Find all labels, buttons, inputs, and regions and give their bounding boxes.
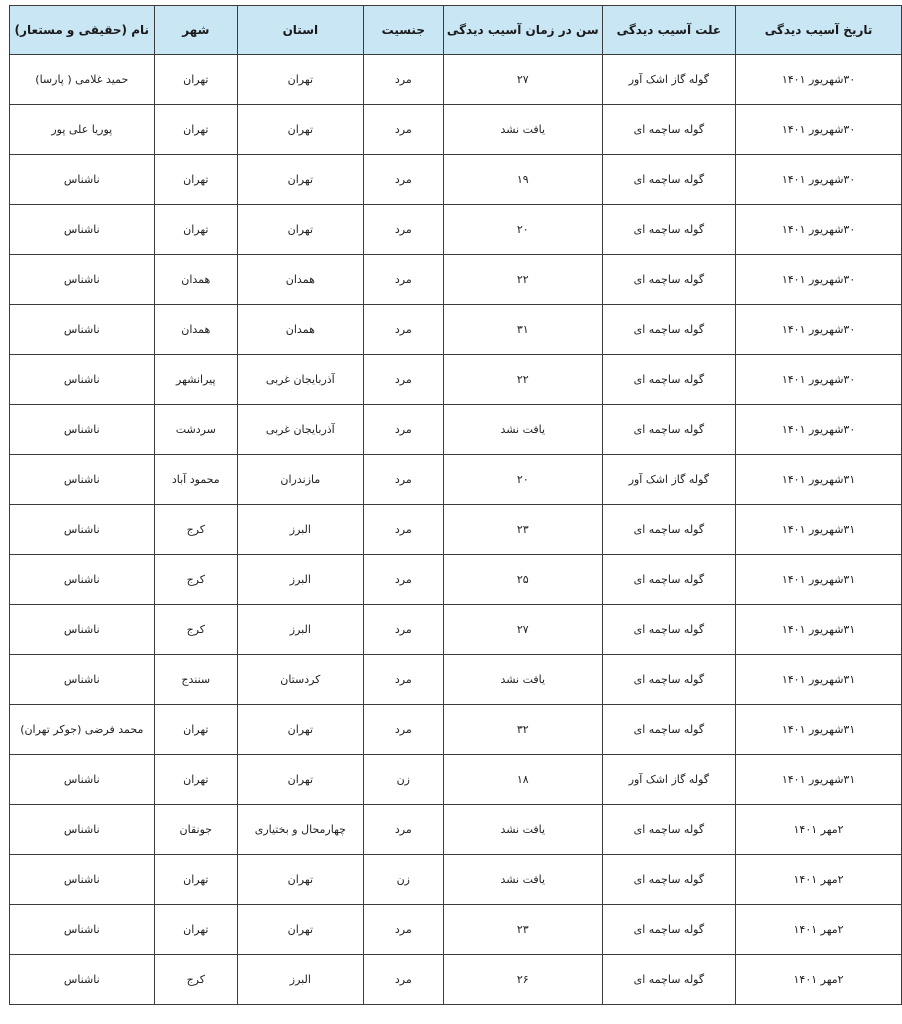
cell-age: ۱۸: [443, 755, 602, 805]
cell-cause: گوله ساچمه ای: [602, 705, 735, 755]
cell-gender: مرد: [363, 555, 443, 605]
cell-age: ۲۵: [443, 555, 602, 605]
table-container: [9, 5, 902, 1005]
header-cause: علت آسیب دیدگی: [602, 6, 735, 55]
cell-date: ۳۰شهریور ۱۴۰۱: [736, 55, 902, 105]
cell-date: ۳۰شهریور ۱۴۰۱: [736, 355, 902, 405]
cell-cause: گوله ساچمه ای: [602, 405, 735, 455]
cell-city: سنندج: [154, 655, 237, 705]
header-date: تاریخ آسیب دیدگی: [736, 6, 902, 55]
cell-gender: مرد: [363, 105, 443, 155]
cell-cause: گوله ساچمه ای: [602, 655, 735, 705]
cell-province: تهران: [238, 205, 364, 255]
table-row: [10, 805, 902, 855]
cell-age: ۲۳: [443, 505, 602, 555]
header-city: شهر: [154, 6, 237, 55]
cell-name: ناشناس: [10, 905, 155, 955]
cell-city: تهران: [154, 205, 237, 255]
table-row: [10, 155, 902, 205]
cell-date: ۳۰شهریور ۱۴۰۱: [736, 155, 902, 205]
table-row: [10, 105, 902, 155]
table-row: [10, 755, 902, 805]
table-row: [10, 605, 902, 655]
cell-date: ۳۱شهریور ۱۴۰۱: [736, 755, 902, 805]
cell-province: البرز: [238, 605, 364, 655]
cell-city: تهران: [154, 105, 237, 155]
cell-date: ۳۱شهریور ۱۴۰۱: [736, 555, 902, 605]
cell-province: آذربایجان غربی: [238, 355, 364, 405]
cell-gender: مرد: [363, 305, 443, 355]
cell-city: سردشت: [154, 405, 237, 455]
cell-province: البرز: [238, 955, 364, 1005]
cell-city: همدان: [154, 305, 237, 355]
cell-date: ۲مهر ۱۴۰۱: [736, 955, 902, 1005]
cell-cause: گوله ساچمه ای: [602, 305, 735, 355]
cell-province: همدان: [238, 305, 364, 355]
cell-cause: گوله ساچمه ای: [602, 355, 735, 405]
cell-date: ۲مهر ۱۴۰۱: [736, 905, 902, 955]
cell-province: تهران: [238, 755, 364, 805]
cell-gender: مرد: [363, 355, 443, 405]
cell-date: ۲مهر ۱۴۰۱: [736, 805, 902, 855]
cell-gender: مرد: [363, 655, 443, 705]
cell-cause: گوله ساچمه ای: [602, 905, 735, 955]
cell-name: ناشناس: [10, 205, 155, 255]
cell-gender: مرد: [363, 155, 443, 205]
cell-gender: مرد: [363, 505, 443, 555]
table-row: [10, 855, 902, 905]
cell-gender: مرد: [363, 605, 443, 655]
cell-name: ناشناس: [10, 155, 155, 205]
cell-cause: گوله ساچمه ای: [602, 805, 735, 855]
cell-name: ناشناس: [10, 255, 155, 305]
cell-city: کرج: [154, 605, 237, 655]
cell-city: کرج: [154, 555, 237, 605]
cell-cause: گوله گاز اشک آور: [602, 55, 735, 105]
cell-province: البرز: [238, 555, 364, 605]
cell-age: ۳۲: [443, 705, 602, 755]
cell-age: ۲۰: [443, 455, 602, 505]
table-row: [10, 955, 902, 1005]
cell-date: ۳۱شهریور ۱۴۰۱: [736, 455, 902, 505]
header-gender: جنسیت: [363, 6, 443, 55]
cell-province: آذربایجان غربی: [238, 405, 364, 455]
cell-age: یافت نشد: [443, 405, 602, 455]
cell-age: یافت نشد: [443, 655, 602, 705]
cell-name: ناشناس: [10, 455, 155, 505]
cell-age: یافت نشد: [443, 805, 602, 855]
cell-date: ۳۱شهریور ۱۴۰۱: [736, 705, 902, 755]
cell-cause: گوله گاز اشک آور: [602, 455, 735, 505]
cell-city: تهران: [154, 755, 237, 805]
cell-city: تهران: [154, 705, 237, 755]
cell-gender: مرد: [363, 705, 443, 755]
cell-gender: مرد: [363, 255, 443, 305]
table-row: [10, 505, 902, 555]
cell-gender: مرد: [363, 955, 443, 1005]
cell-city: کرج: [154, 955, 237, 1005]
cell-age: ۳۱: [443, 305, 602, 355]
cell-province: تهران: [238, 855, 364, 905]
cell-date: ۳۱شهریور ۱۴۰۱: [736, 655, 902, 705]
cell-date: ۲مهر ۱۴۰۱: [736, 855, 902, 905]
table-row: [10, 305, 902, 355]
cell-name: ناشناس: [10, 855, 155, 905]
cell-gender: مرد: [363, 405, 443, 455]
cell-name: ناشناس: [10, 305, 155, 355]
cell-age: ۲۷: [443, 605, 602, 655]
cell-date: ۳۰شهریور ۱۴۰۱: [736, 305, 902, 355]
cell-name: محمد فرضی (جوکر تهران): [10, 705, 155, 755]
cell-province: همدان: [238, 255, 364, 305]
table-row: [10, 355, 902, 405]
cell-province: مازندران: [238, 455, 364, 505]
cell-date: ۳۰شهریور ۱۴۰۱: [736, 405, 902, 455]
cell-date: ۳۱شهریور ۱۴۰۱: [736, 505, 902, 555]
cell-city: محمود آباد: [154, 455, 237, 505]
cell-date: ۳۰شهریور ۱۴۰۱: [736, 105, 902, 155]
cell-name: ناشناس: [10, 955, 155, 1005]
injuries-table: [9, 5, 902, 1005]
cell-date: ۳۰شهریور ۱۴۰۱: [736, 255, 902, 305]
cell-cause: گوله ساچمه ای: [602, 555, 735, 605]
cell-age: ۲۲: [443, 355, 602, 405]
cell-age: یافت نشد: [443, 855, 602, 905]
cell-cause: گوله ساچمه ای: [602, 155, 735, 205]
cell-province: البرز: [238, 505, 364, 555]
cell-city: پیرانشهر: [154, 355, 237, 405]
cell-province: چهارمحال و بختیاری: [238, 805, 364, 855]
cell-city: جونقان: [154, 805, 237, 855]
cell-name: ناشناس: [10, 755, 155, 805]
cell-cause: گوله ساچمه ای: [602, 855, 735, 905]
cell-province: تهران: [238, 105, 364, 155]
cell-name: پوریا علی پور: [10, 105, 155, 155]
cell-gender: مرد: [363, 805, 443, 855]
cell-gender: زن: [363, 855, 443, 905]
cell-name: ناشناس: [10, 355, 155, 405]
cell-gender: مرد: [363, 905, 443, 955]
cell-date: ۳۰شهریور ۱۴۰۱: [736, 205, 902, 255]
cell-name: ناشناس: [10, 605, 155, 655]
cell-gender: مرد: [363, 455, 443, 505]
cell-age: ۲۷: [443, 55, 602, 105]
cell-cause: گوله گاز اشک آور: [602, 755, 735, 805]
cell-cause: گوله ساچمه ای: [602, 105, 735, 155]
table-row: [10, 205, 902, 255]
cell-province: تهران: [238, 905, 364, 955]
table-row: [10, 255, 902, 305]
cell-gender: زن: [363, 755, 443, 805]
table-row: [10, 555, 902, 605]
cell-city: تهران: [154, 855, 237, 905]
cell-province: تهران: [238, 55, 364, 105]
cell-age: ۲۲: [443, 255, 602, 305]
cell-province: تهران: [238, 705, 364, 755]
table-row: [10, 705, 902, 755]
header-name: نام (حقیقی و مستعار): [10, 6, 155, 55]
table-row: [10, 405, 902, 455]
cell-name: حمید غلامی ( پارسا): [10, 55, 155, 105]
cell-cause: گوله ساچمه ای: [602, 605, 735, 655]
cell-city: تهران: [154, 155, 237, 205]
table-row: [10, 55, 902, 105]
cell-age: ۲۳: [443, 905, 602, 955]
cell-age: یافت نشد: [443, 105, 602, 155]
cell-name: ناشناس: [10, 655, 155, 705]
cell-age: ۱۹: [443, 155, 602, 205]
cell-city: تهران: [154, 55, 237, 105]
cell-city: کرج: [154, 505, 237, 555]
cell-cause: گوله ساچمه ای: [602, 205, 735, 255]
header-row: [10, 6, 902, 55]
cell-cause: گوله ساچمه ای: [602, 255, 735, 305]
table-row: [10, 655, 902, 705]
table-row: [10, 905, 902, 955]
cell-cause: گوله ساچمه ای: [602, 505, 735, 555]
cell-age: ۲۶: [443, 955, 602, 1005]
cell-name: ناشناس: [10, 555, 155, 605]
cell-name: ناشناس: [10, 505, 155, 555]
cell-name: ناشناس: [10, 405, 155, 455]
cell-age: ۲۰: [443, 205, 602, 255]
table-row: [10, 455, 902, 505]
cell-gender: مرد: [363, 55, 443, 105]
cell-city: تهران: [154, 905, 237, 955]
cell-province: کردستان: [238, 655, 364, 705]
cell-city: همدان: [154, 255, 237, 305]
cell-cause: گوله ساچمه ای: [602, 955, 735, 1005]
header-age: سن در زمان آسیب دیدگی: [443, 6, 602, 55]
cell-gender: مرد: [363, 205, 443, 255]
cell-province: تهران: [238, 155, 364, 205]
cell-name: ناشناس: [10, 805, 155, 855]
cell-date: ۳۱شهریور ۱۴۰۱: [736, 605, 902, 655]
header-province: استان: [238, 6, 364, 55]
